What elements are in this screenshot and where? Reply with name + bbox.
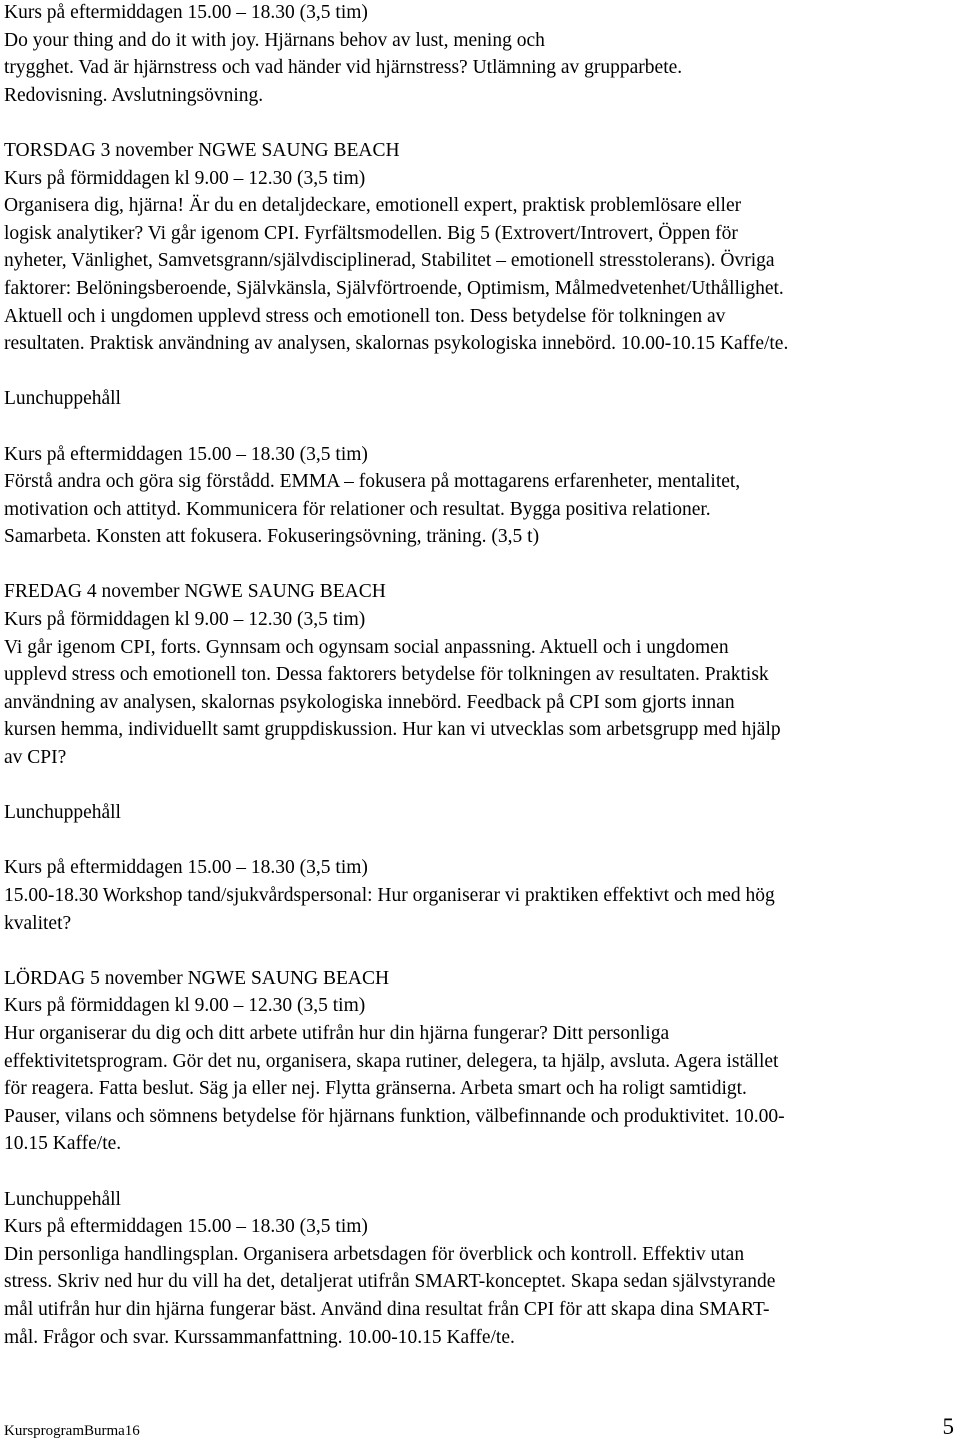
text-line: 10.15 Kaffe/te. bbox=[4, 1133, 122, 1155]
document-body bbox=[4, 0, 956, 1351]
blank-line bbox=[4, 937, 956, 965]
text-line: Samarbeta. Konsten att fokusera. Fokuseringsövning, träning. (3,5 t) bbox=[4, 526, 540, 548]
session-time: Kurs på eftermiddagen 15.00 – 18.30 (3,5 tim) bbox=[4, 443, 368, 465]
text-line: Pauser, vilans och sömnens betydelse för hjärnans funktion, välbefinnande och produktivitet. 10.00- bbox=[4, 1105, 785, 1127]
footer-document-name: KursprogramBurma16 bbox=[4, 1423, 140, 1439]
blank-line bbox=[4, 772, 956, 800]
lunch-break: Lunchuppehåll bbox=[4, 802, 121, 824]
text-line: upplevd stress och emotionell ton. Dessa faktorers betydelse för tolkningen av resultaten. Praktisk bbox=[4, 664, 769, 686]
lunch-break: Lunchuppehåll bbox=[4, 1188, 121, 1210]
page-footer bbox=[4, 1414, 954, 1440]
blank-line bbox=[4, 827, 956, 855]
text-line: resultaten. Praktisk användning av analysen, skalornas psykologiska innebörd. 10.00-10.15 Kaffe/te. bbox=[4, 333, 789, 355]
text-line: logisk analytiker? Vi går igenom CPI. Fyrfältsmodellen. Big 5 (Extrovert/Introvert, Öppen för bbox=[4, 222, 738, 244]
text-line: av CPI? bbox=[4, 747, 67, 769]
text-line: Förstå andra och göra sig förstådd. EMMA – fokusera på mottagarens erfarenheter, mentalitet, bbox=[4, 471, 741, 493]
text-line: Vi går igenom CPI, forts. Gynnsam och ogynsam social anpassning. Aktuell och i ungdomen bbox=[4, 636, 729, 658]
text-line: användning av analysen, skalornas psykologiska innebörd. Feedback på CPI som gjorts innan bbox=[4, 691, 735, 713]
session-time: Kurs på eftermiddagen 15.00 – 18.30 (3,5 tim) bbox=[4, 857, 368, 879]
session-time: Kurs på förmiddagen kl 9.00 – 12.30 (3,5 tim) bbox=[4, 167, 366, 189]
blank-line bbox=[4, 358, 956, 386]
page-number: 5 bbox=[942, 1414, 954, 1439]
text-line: stress. Skriv ned hur du vill ha det, detaljerat utifrån SMART-konceptet. Skapa sedan självstyrande bbox=[4, 1271, 776, 1293]
session-time: Kurs på eftermiddagen 15.00 – 18.30 (3,5 tim) bbox=[4, 1216, 368, 1238]
text-line: Aktuell och i ungdomen upplevd stress och emotionell ton. Dess betydelse för tolkningen av bbox=[4, 305, 726, 327]
blank-line bbox=[4, 109, 956, 137]
text-line: trygghet. Vad är hjärnstress och vad händer vid hjärnstress? Utlämning av grupparbete. bbox=[4, 57, 683, 79]
day-heading-thursday: TORSDAG 3 november NGWE SAUNG BEACH bbox=[4, 139, 400, 161]
blank-line bbox=[4, 551, 956, 579]
text-line: Organisera dig, hjärna! Är du en detaljdeckare, emotionell expert, praktisk problemlösare eller bbox=[4, 195, 742, 217]
session-time: Kurs på förmiddagen kl 9.00 – 12.30 (3,5 tim) bbox=[4, 609, 366, 631]
text-line: kvalitet? bbox=[4, 912, 72, 934]
text-line: faktorer: Belöningsberoende, Självkänsla, Självförtroende, Optimism, Målmedvetenhet/Uthållighet. bbox=[4, 277, 784, 299]
lunch-break: Lunchuppehåll bbox=[4, 388, 121, 410]
text-line: effektivitetsprogram. Gör det nu, organisera, skapa rutiner, delegera, ta hjälp, avsluta. Agera istället bbox=[4, 1050, 779, 1072]
text-line: Redovisning. Avslutningsövning. bbox=[4, 84, 264, 106]
day-heading-friday: FREDAG 4 november NGWE SAUNG BEACH bbox=[4, 581, 386, 603]
text-line: Do your thing and do it with joy. Hjärnans behov av lust, mening och bbox=[4, 29, 545, 51]
session-time: Kurs på förmiddagen kl 9.00 – 12.30 (3,5 tim) bbox=[4, 995, 366, 1017]
text-line: motivation och attityd. Kommunicera för relationer och resultat. Bygga positiva relationer. bbox=[4, 498, 711, 520]
day-heading-saturday: LÖRDAG 5 november NGWE SAUNG BEACH bbox=[4, 967, 390, 989]
text-line: mål utifrån hur din hjärna fungerar bäst. Använd dina resultat från CPI för att skapa dina SMART- bbox=[4, 1298, 770, 1320]
text-line: Din personliga handlingsplan. Organisera arbetsdagen för överblick och kontroll. Effektiv utan bbox=[4, 1243, 745, 1265]
text-line: nyheter, Vänlighet, Samvetsgrann/självdisciplinerad, Stabilitet – emotionell stresstolerans). Övriga bbox=[4, 250, 775, 272]
text-line: för reagera. Fatta beslut. Säg ja eller nej. Flytta gränserna. Arbeta smart och ha roligt samtidigt. bbox=[4, 1078, 747, 1100]
blank-line bbox=[4, 413, 956, 441]
text-line: kursen hemma, individuellt samt gruppdiskussion. Hur kan vi utvecklas som arbetsgrupp med hjälp bbox=[4, 719, 781, 741]
text-line: mål. Frågor och svar. Kurssammanfattning. 10.00-10.15 Kaffe/te. bbox=[4, 1326, 515, 1348]
text-line: Kurs på eftermiddagen 15.00 – 18.30 (3,5 tim) bbox=[4, 2, 368, 23]
text-line: 15.00-18.30 Workshop tand/sjukvårdspersonal: Hur organiserar vi praktiken effektivt och med hög bbox=[4, 885, 775, 906]
blank-line bbox=[4, 1158, 956, 1186]
text-line: Hur organiserar du dig och ditt arbete utifrån hur din hjärna fungerar? Ditt personliga bbox=[4, 1022, 670, 1044]
